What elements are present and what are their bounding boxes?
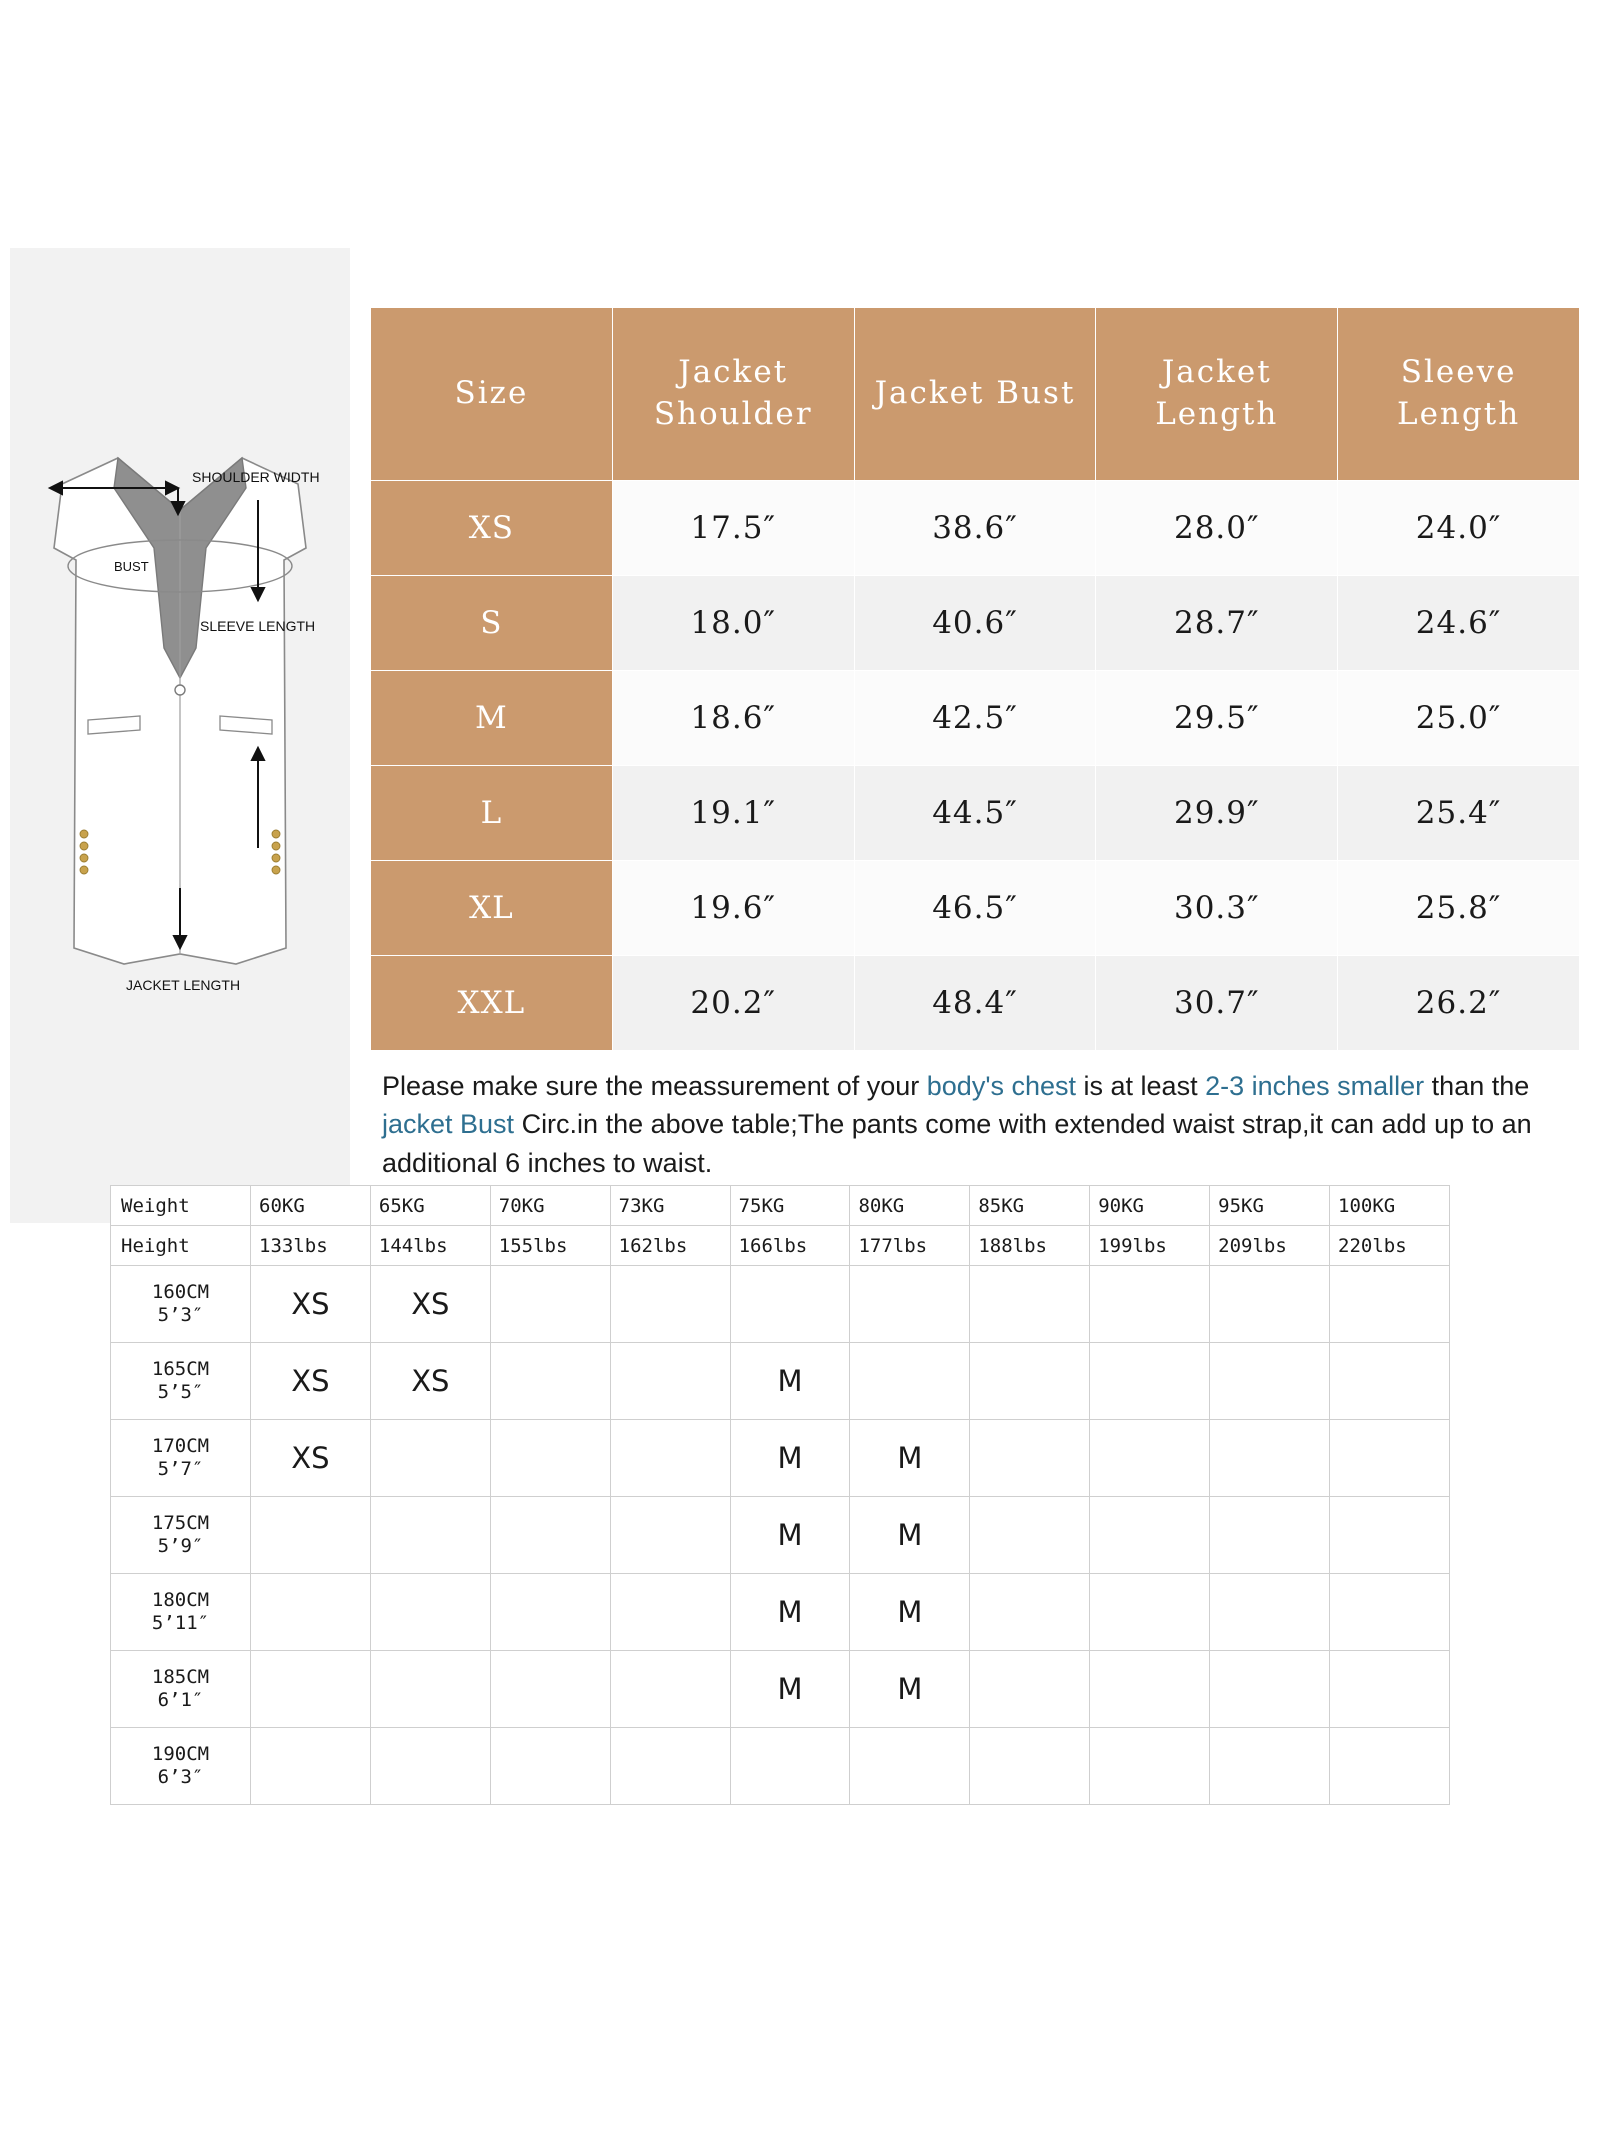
matrix-corner-height: Height	[111, 1226, 251, 1266]
matrix-cell-0-0: XS	[251, 1266, 371, 1343]
cell-length: 30.7″	[1096, 956, 1338, 1051]
matrix-cell-2-7	[1090, 1420, 1210, 1497]
header-jacket-length: Jacket Length	[1096, 308, 1338, 481]
matrix-pounds-header-row	[111, 1226, 1450, 1266]
matrix-cell-3-4: M	[730, 1497, 850, 1574]
matrix-cell-5-2	[490, 1651, 610, 1728]
matrix-cell-4-4: M	[730, 1574, 850, 1651]
table-row	[111, 1728, 1450, 1805]
matrix-cell-1-9	[1330, 1343, 1450, 1420]
matrix-cell-4-3	[610, 1574, 730, 1651]
cell-size: M	[371, 671, 613, 766]
matrix-cell-2-1: S	[370, 1420, 490, 1497]
cell-shoulder: 17.5″	[612, 481, 854, 576]
matrix-cell-1-4: M	[730, 1343, 850, 1420]
cell-size: XXL	[371, 956, 613, 1051]
table-row	[111, 1651, 1450, 1728]
height-ft-2: 5’7″	[157, 1458, 204, 1480]
cell-length: 28.0″	[1096, 481, 1338, 576]
matrix-weight-3: 73KG	[610, 1186, 730, 1226]
note-part-4: Circ.in the above table;The pants come with extended waist strap,it can add up to an additional 6 inches to waist.	[382, 1109, 1532, 1178]
matrix-cell-3-1: S	[370, 1497, 490, 1574]
cell-size: XL	[371, 861, 613, 956]
matrix-weight-9: 100KG	[1330, 1186, 1450, 1226]
matrix-cell-0-4	[730, 1266, 850, 1343]
matrix-pounds-5: 177lbs	[850, 1226, 970, 1266]
matrix-cell-5-0	[251, 1651, 371, 1728]
matrix-cell-0-8	[1210, 1266, 1330, 1343]
matrix-cell-5-5: M	[850, 1651, 970, 1728]
cell-bust: 48.4″	[854, 956, 1096, 1051]
note-highlight-bust: jacket Bust	[382, 1109, 515, 1140]
table-row	[111, 1266, 1450, 1343]
matrix-cell-0-7	[1090, 1266, 1210, 1343]
height-cm-3: 175CM	[151, 1511, 210, 1534]
table-row	[111, 1343, 1450, 1420]
jacket-diagram-svg	[10, 248, 350, 1223]
matrix-cell-2-0: XS	[251, 1420, 371, 1497]
matrix-cell-0-2: S	[490, 1266, 610, 1343]
cell-length: 30.3″	[1096, 861, 1338, 956]
matrix-cell-5-8: XL	[1210, 1651, 1330, 1728]
note-highlight-chest: body's chest	[926, 1071, 1077, 1101]
matrix-cell-2-2: S	[490, 1420, 610, 1497]
matrix-cell-4-9: XXL	[1330, 1574, 1450, 1651]
matrix-cell-1-8	[1210, 1343, 1330, 1420]
shoulder-width-label: SHOULDER WIDTH	[192, 469, 320, 485]
matrix-pounds-4: 166lbs	[730, 1226, 850, 1266]
table-row	[371, 861, 1580, 956]
table-row	[371, 766, 1580, 861]
matrix-cell-3-7: L	[1090, 1497, 1210, 1574]
cell-shoulder: 19.1″	[612, 766, 854, 861]
matrix-cell-4-2	[490, 1574, 610, 1651]
matrix-cell-4-6: L	[970, 1574, 1090, 1651]
matrix-cell-0-5	[850, 1266, 970, 1343]
matrix-cell-1-1: XS	[370, 1343, 490, 1420]
height-ft-5: 6’1″	[157, 1689, 204, 1711]
matrix-cell-3-0	[251, 1497, 371, 1574]
matrix-cell-6-6	[970, 1728, 1090, 1805]
matrix-cell-2-9	[1330, 1420, 1450, 1497]
matrix-cell-5-9: XXL	[1330, 1651, 1450, 1728]
matrix-pounds-3: 162lbs	[610, 1226, 730, 1266]
cell-sleeve: 25.4″	[1338, 766, 1580, 861]
cell-shoulder: 18.0″	[612, 576, 854, 671]
matrix-cell-3-8: XL	[1210, 1497, 1330, 1574]
matrix-cell-6-5	[850, 1728, 970, 1805]
cell-size: S	[371, 576, 613, 671]
matrix-cell-4-1	[370, 1574, 490, 1651]
cell-size: L	[371, 766, 613, 861]
matrix-pounds-1: 144lbs	[370, 1226, 490, 1266]
matrix-row-label-1	[111, 1343, 251, 1420]
table-row	[371, 481, 1580, 576]
matrix-cell-2-8	[1210, 1420, 1330, 1497]
matrix-row-label-2	[111, 1420, 251, 1497]
note-highlight-inches: 2-3 inches smaller	[1205, 1071, 1425, 1101]
matrix-cell-0-3: S	[610, 1266, 730, 1343]
cell-sleeve: 24.0″	[1338, 481, 1580, 576]
matrix-cell-0-9	[1330, 1266, 1450, 1343]
size-table-header-row	[371, 308, 1580, 481]
header-jacket-bust: Jacket Bust	[854, 308, 1096, 481]
matrix-cell-3-9: XXL	[1330, 1497, 1450, 1574]
matrix-cell-2-6: L	[970, 1420, 1090, 1497]
matrix-row-label-0	[111, 1266, 251, 1343]
matrix-pounds-6: 188lbs	[970, 1226, 1090, 1266]
table-row	[111, 1574, 1450, 1651]
table-row	[371, 956, 1580, 1051]
matrix-cell-0-6	[970, 1266, 1090, 1343]
cell-bust: 44.5″	[854, 766, 1096, 861]
height-cm-0: 160CM	[151, 1280, 210, 1303]
cell-sleeve: 26.2″	[1338, 956, 1580, 1051]
cell-length: 28.7″	[1096, 576, 1338, 671]
jacket-illustration-panel	[10, 248, 350, 1223]
matrix-weight-5: 80KG	[850, 1186, 970, 1226]
matrix-weight-0: 60KG	[251, 1186, 371, 1226]
cell-sleeve: 24.6″	[1338, 576, 1580, 671]
matrix-pounds-0: 133lbs	[251, 1226, 371, 1266]
table-row	[111, 1420, 1450, 1497]
matrix-cell-6-8: XL	[1210, 1728, 1330, 1805]
matrix-cell-5-3	[610, 1651, 730, 1728]
sleeve-length-label: SLEEVE LENGTH	[200, 618, 316, 634]
matrix-cell-4-0	[251, 1574, 371, 1651]
matrix-cell-6-2	[490, 1728, 610, 1805]
cell-shoulder: 19.6″	[612, 861, 854, 956]
cell-shoulder: 18.6″	[612, 671, 854, 766]
matrix-cell-5-1	[370, 1651, 490, 1728]
matrix-cell-3-5: M	[850, 1497, 970, 1574]
height-ft-3: 5’9″	[157, 1535, 204, 1557]
cell-bust: 46.5″	[854, 861, 1096, 956]
matrix-cell-6-0	[251, 1728, 371, 1805]
matrix-pounds-7: 199lbs	[1090, 1226, 1210, 1266]
matrix-pounds-9: 220lbs	[1330, 1226, 1450, 1266]
cell-shoulder: 20.2″	[612, 956, 854, 1051]
matrix-cell-3-2: S	[490, 1497, 610, 1574]
matrix-cell-5-4: M	[730, 1651, 850, 1728]
matrix-row-label-4	[111, 1574, 251, 1651]
bust-label: BUST	[114, 559, 149, 574]
matrix-cell-6-4	[730, 1728, 850, 1805]
table-row	[371, 576, 1580, 671]
matrix-weight-4: 75KG	[730, 1186, 850, 1226]
matrix-weight-6: 85KG	[970, 1186, 1090, 1226]
matrix-pounds-8: 209lbs	[1210, 1226, 1330, 1266]
matrix-cell-4-5: M	[850, 1574, 970, 1651]
note-part-1: Please make sure the meassurement of your	[382, 1071, 927, 1101]
matrix-cell-3-6: L	[970, 1497, 1090, 1574]
matrix-cell-1-7	[1090, 1343, 1210, 1420]
table-row	[371, 671, 1580, 766]
matrix-pounds-2: 155lbs	[490, 1226, 610, 1266]
cell-sleeve: 25.8″	[1338, 861, 1580, 956]
table-row	[111, 1497, 1450, 1574]
matrix-weight-7: 90KG	[1090, 1186, 1210, 1226]
matrix-weight-1: 65KG	[370, 1186, 490, 1226]
cell-length: 29.9″	[1096, 766, 1338, 861]
height-ft-6: 6’3″	[157, 1766, 204, 1788]
matrix-cell-5-6: L	[970, 1651, 1090, 1728]
matrix-cell-6-1	[370, 1728, 490, 1805]
matrix-weight-2: 70KG	[490, 1186, 610, 1226]
cell-size: XS	[371, 481, 613, 576]
matrix-cell-1-5: L	[850, 1343, 970, 1420]
matrix-cell-6-9: XXL	[1330, 1728, 1450, 1805]
cell-length: 29.5″	[1096, 671, 1338, 766]
matrix-cell-1-6: L	[970, 1343, 1090, 1420]
matrix-cell-4-8: XL	[1210, 1574, 1330, 1651]
matrix-row-label-5	[111, 1651, 251, 1728]
height-ft-0: 5’3″	[157, 1304, 204, 1326]
header-size: Size	[371, 308, 613, 481]
matrix-cell-2-5: M	[850, 1420, 970, 1497]
height-cm-6: 190CM	[151, 1742, 210, 1765]
matrix-cell-0-1: XS	[370, 1266, 490, 1343]
matrix-cell-6-7: XL	[1090, 1728, 1210, 1805]
cell-bust: 40.6″	[854, 576, 1096, 671]
matrix-cell-5-7: XL	[1090, 1651, 1210, 1728]
cell-bust: 38.6″	[854, 481, 1096, 576]
measurement-note	[382, 1067, 1582, 1182]
note-part-2: is at least	[1076, 1071, 1206, 1101]
jacket-length-label: JACKET LENGTH	[126, 977, 241, 993]
matrix-cell-2-3: S	[610, 1420, 730, 1497]
height-cm-4: 180CM	[151, 1588, 210, 1611]
matrix-weight-8: 95KG	[1210, 1186, 1330, 1226]
matrix-weight-header-row	[111, 1186, 1450, 1226]
height-ft-4: 5’11″	[151, 1612, 210, 1634]
matrix-cell-4-7: L	[1090, 1574, 1210, 1651]
cell-sleeve: 25.0″	[1338, 671, 1580, 766]
matrix-cell-1-3: S	[610, 1343, 730, 1420]
header-jacket-shoulder: Jacket Shoulder	[612, 308, 854, 481]
height-cm-2: 170CM	[151, 1434, 210, 1457]
matrix-cell-1-0: XS	[251, 1343, 371, 1420]
height-ft-1: 5’5″	[157, 1381, 204, 1403]
matrix-cell-3-3: S	[610, 1497, 730, 1574]
height-cm-5: 185CM	[151, 1665, 210, 1688]
note-part-3: than the	[1424, 1071, 1530, 1101]
matrix-row-label-6	[111, 1728, 251, 1805]
height-cm-1: 165CM	[151, 1357, 210, 1380]
header-sleeve-length: Sleeve Length	[1338, 308, 1580, 481]
size-measurement-table	[370, 307, 1580, 1051]
matrix-corner-weight: Weight	[111, 1186, 251, 1226]
height-weight-fit-matrix	[110, 1185, 1450, 1805]
matrix-cell-2-4: M	[730, 1420, 850, 1497]
matrix-cell-6-3	[610, 1728, 730, 1805]
matrix-cell-1-2: S	[490, 1343, 610, 1420]
cell-bust: 42.5″	[854, 671, 1096, 766]
matrix-row-label-3	[111, 1497, 251, 1574]
